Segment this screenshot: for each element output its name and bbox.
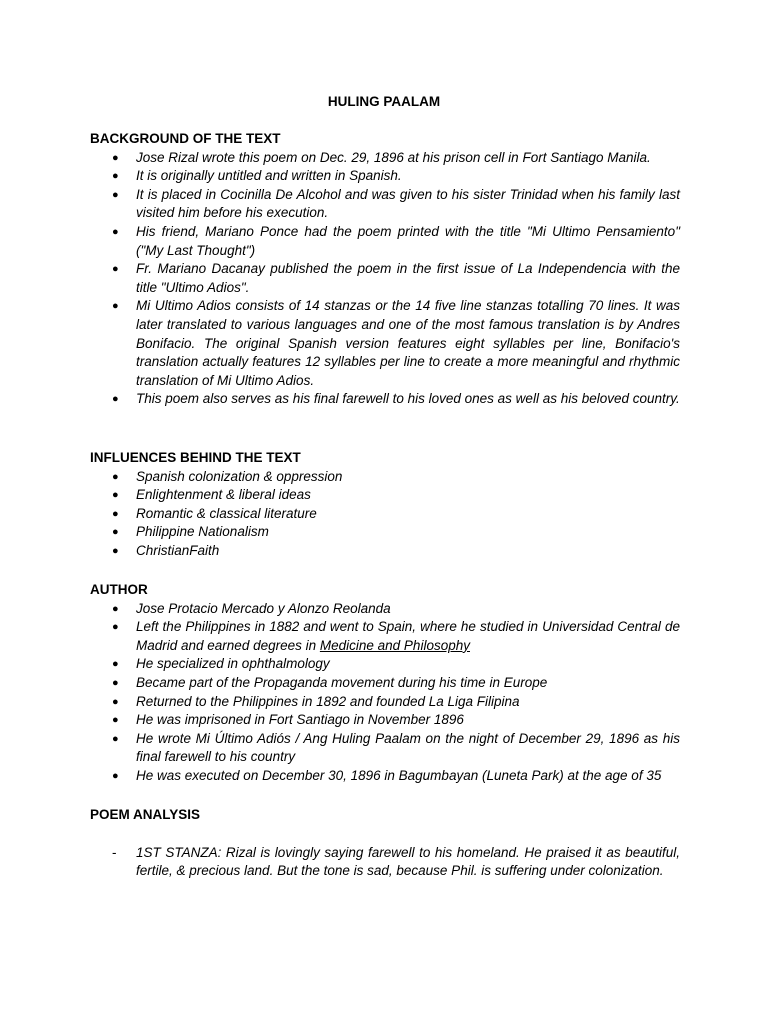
list-item: ● Returned to the Philippines in 1892 and founded La Liga Filipina [90,693,680,712]
bullet-icon: ● [112,507,119,520]
bullet-icon: ● [112,658,119,671]
bullet-icon: ● [112,602,119,615]
analysis-list [90,844,680,881]
list-item: ● Jose Protacio Mercado y Alonzo Reolanda [90,600,680,619]
list-item: ● His friend, Mariano Ponce had the poem printed with the title "Mi Ultimo Pensamiento" ("My Last Thought") [112,223,680,258]
author-section [90,581,680,786]
bullet-icon: ● [112,300,119,313]
list-item: ● Enlightenment & liberal ideas [90,486,680,505]
bullet-icon: ● [112,621,119,634]
list-item: ● Became part of the Propaganda movement during his time in Europe [90,674,680,693]
list-item: ● It is placed in Cocinilla De Alcohol and was given to his sister Trinidad when his family last visited him before his execution. [112,186,680,221]
bullet-icon: ● [112,225,119,238]
list-item: ● Philippine Nationalism [90,523,680,542]
spacer [90,825,680,844]
list-item: ● Romantic & classical literature [90,505,680,524]
bullet-icon: ● [112,714,119,727]
list-item: ● He was imprisoned in Fort Santiago in November 1896 [90,711,680,730]
influences-heading: INFLUENCES BEHIND THE TEXT [90,450,301,465]
list-item: ● He wrote Mi Último Adiós / Ang Huling Paalam on the night of December 29, 1896 as his final farewell to his country [112,730,680,765]
analysis-heading: POEM ANALYSIS [90,807,201,822]
bullet-icon: ● [112,676,119,689]
background-heading: BACKGROUND OF THE TEXT [90,131,281,146]
list-item: ● Left the Philippines in 1882 and went to Spain, where he studied in Universidad Central de Madrid and earned degrees in Medicine and Philosophy [112,619,680,653]
list-item: ● Spanish colonization & oppression [90,468,680,487]
bullet-icon: ● [112,393,119,406]
list-item: ● Jose Rizal wrote this poem on Dec. 29, 1896 at his prison cell in Fort Santiago Manila. [90,149,680,168]
list-item: ● He was executed on December 30, 1896 in Bagumbayan (Luneta Park) at the age of 35 [90,767,680,786]
document-title: HULING PAALAM [327,94,441,109]
influences-section [90,449,680,561]
bullet-icon: ● [112,526,119,539]
background-list [90,149,680,409]
list-item: ● This poem also serves as his final farewell to his loved ones as well as his beloved country. [90,390,680,409]
bullet-icon: ● [112,263,119,276]
medicine-philosophy-link[interactable]: Medicine and Philosophy [319,637,470,653]
background-section [90,130,680,409]
author-heading: AUTHOR [90,582,148,597]
bullet-icon: ● [112,732,119,745]
bullet-icon: ● [112,151,119,164]
bullet-icon: ● [112,470,119,483]
author-list [90,600,680,786]
dash-icon: - [112,844,117,860]
analysis-section [90,806,680,881]
list-item: ● It is originally untitled and written in Spanish. [90,167,680,186]
list-item: ● Fr. Mariano Dacanay published the poem in the first issue of La Independencia with the title "Ultimo Adios". [112,261,680,295]
bullet-icon: ● [112,695,119,708]
list-item: - 1ST STANZA: Rizal is lovingly saying farewell to his homeland. He praised it as beautiful, fertile, & precious land. But the tone is sad, because Phil. is suffering under colonization. [112,844,680,879]
influences-list [90,468,680,561]
bullet-icon: ● [112,544,119,557]
bullet-icon: ● [112,170,119,183]
bullet-icon: ● [112,489,119,502]
bullet-icon: ● [112,769,119,782]
list-item: ● He specialized in ophthalmology [90,655,680,674]
bullet-icon: ● [112,188,119,201]
list-item: ● ChristianFaith [90,542,680,561]
list-item: ● Mi Ultimo Adios consists of 14 stanzas or the 14 five line stanzas totalling 70 lines. It was later translated to various languages and one of the most famous translation is by Andres Bonifacio. The original Spanish version features eight syllables per line, Bonifacio's translation actually features 12 syllables per line to create a more meaningful and rhythmic translation of Mi Ultimo Adios. [112,298,680,388]
